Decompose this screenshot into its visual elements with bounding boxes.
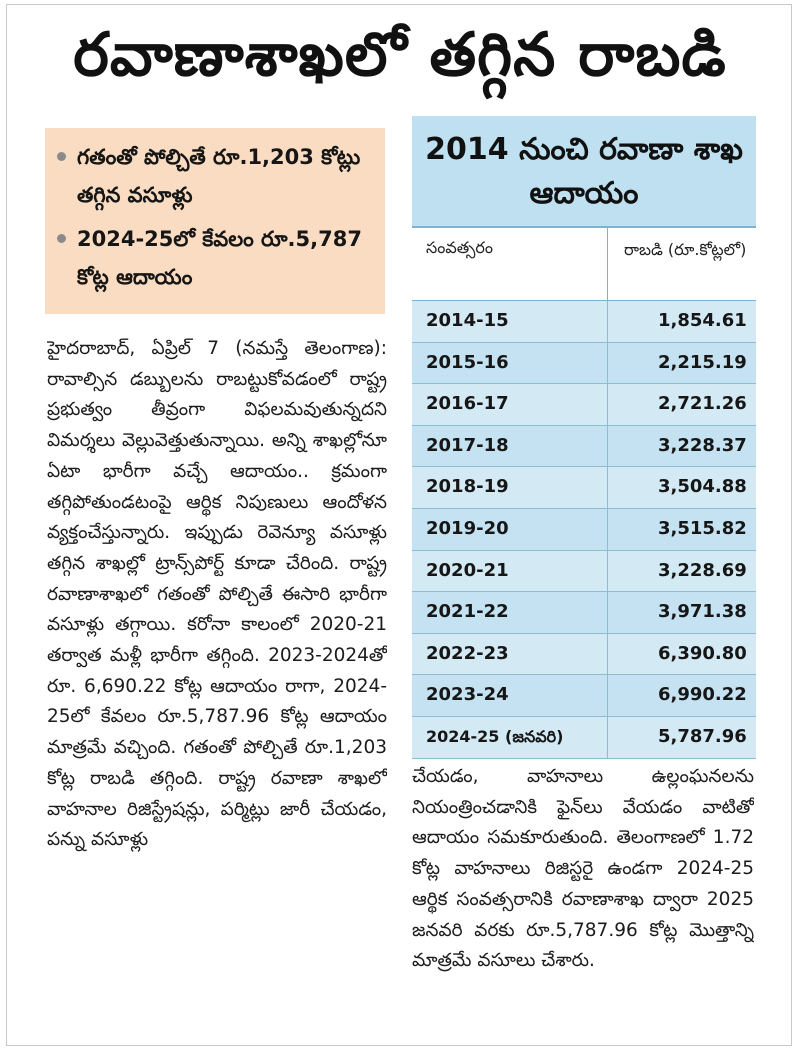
cell-revenue: 2,215.19: [658, 351, 747, 373]
bullet-icon: [57, 234, 66, 243]
table-row: [412, 509, 756, 551]
article-column-right: చేయడం, వాహనాలు ఉల్లంఘనలను నియంత్రించడానికి ఫైన్‌లు వేయడం వాటితో ఆదాయం సమకూరుతుంది. తెలంగాణలో 1.72 కోట్ల వాహనాలు రిజిస్టరై ఉండగా 2024-25 ఆర్థిక సంవత్సరానికి రవాణాశాఖ ద్వారా 2025 జనవరి వరకు రూ.5,787.96 కోట్ల మొత్తాన్ని మాత్రమే వసూలు చేశారు.: [412, 766, 754, 972]
cell-year: 2015-16: [412, 343, 608, 384]
table-header: [412, 228, 756, 301]
highlight-item: [57, 138, 375, 214]
table-row: [412, 301, 756, 343]
cell-revenue: 6,990.22: [658, 684, 747, 706]
table-title: 2014 నుంచి రవాణా శాఖ ఆదాయం: [412, 116, 756, 228]
cell-year: 2021-22: [412, 592, 608, 633]
cell-year: 2024-25 (జనవరి): [412, 717, 608, 758]
table-row: [412, 551, 756, 593]
cell-year: 2022-23: [412, 634, 608, 675]
cell-revenue: 5,787.96: [658, 725, 747, 747]
cell-revenue: 6,390.80: [658, 642, 747, 664]
table-row: [412, 467, 756, 509]
cell-revenue: 3,228.69: [658, 559, 747, 581]
cell-revenue: 1,854.61: [658, 310, 747, 331]
bullet-icon: [57, 152, 66, 161]
table-row: [412, 426, 756, 468]
highlights-box: [45, 128, 385, 314]
revenue-table: [412, 116, 756, 754]
table-row: [412, 592, 756, 634]
article-column-left: హైదరాబాద్, ఏప్రిల్ 7 (నమస్తే తెలంగాణ): రావాల్సిన డబ్బులను రాబట్టుకోవడంలో రాష్ట్ర ప్రభుత్వం తీవ్రంగా విఫలమవుతున్నదని విమర్శలు వెల్లువెత్తుతున్నాయి. అన్ని శాఖల్లోనూ ఏటా భారీగా వచ్చే ఆదాయం.. క్రమంగా తగ్గిపోతుండటంపై ఆర్థిక నిపుణులు ఆందోళన వ్యక్తంచేస్తున్నారు. ఇప్పుడు రెవెన్యూ వసూళ్లు తగ్గిన శాఖల్లో ట్రాన్స్‌పోర్ట్ కూడా చేరింది. రాష్ట్ర రవాణాశాఖలో గతంతో పోల్చితే ఈసారి భారీగా వసూళ్లు తగ్గాయి. కరోనా కాలంలో 2020-21 తర్వాత మళ్లీ భారీగా తగ్గింది. 2023-2024తో రూ. 6,690.22 కోట్ల ఆదాయం రాగా, 2024-25లో కేవలం రూ.5,787.96 కోట్ల ఆదాయం మాత్రమే వచ్చింది. గతంతో పోల్చితే రూ.1,203 కోట్ల రాబడి తగ్గింది. రాష్ట్ర రవాణా శాఖలో వాహనాల రిజిస్ట్రేషన్లు, పర్మిట్లు జారీ చేయడం, పన్ను వసూళ్లు: [47, 338, 387, 851]
cell-revenue: 3,515.82: [658, 517, 747, 539]
cell-year: 2020-21: [412, 551, 608, 592]
headline: రవాణాశాఖలో తగ్గిన రాబడి: [73, 20, 727, 90]
column-header-year: సంవత్సరం: [412, 228, 608, 300]
table-row: [412, 634, 756, 676]
highlight-text: 2024-25లో కేవలం రూ.5,787 కోట్ల ఆదాయం: [77, 227, 362, 289]
column-header-revenue: రాబడి (రూ.కోట్లలో): [624, 240, 747, 259]
cell-year: 2019-20: [412, 509, 608, 550]
table-body: [412, 301, 756, 759]
cell-revenue: 3,971.38: [658, 601, 747, 623]
cell-revenue: 2,721.26: [658, 393, 747, 415]
cell-revenue: 3,228.37: [658, 434, 747, 456]
cell-year: 2016-17: [412, 384, 608, 425]
table-row: [412, 717, 756, 759]
cell-year: 2017-18: [412, 426, 608, 467]
table-row: [412, 675, 756, 717]
highlight-text: గతంతో పోల్చితే రూ.1,203 కోట్లు తగ్గిన వసూళ్లు: [77, 145, 361, 207]
table-row: [412, 343, 756, 385]
cell-year: 2018-19: [412, 467, 608, 508]
highlight-item: [57, 220, 375, 296]
cell-year: 2014-15: [412, 301, 608, 342]
table-row: [412, 384, 756, 426]
cell-revenue: 3,504.88: [658, 476, 747, 498]
cell-year: 2023-24: [412, 675, 608, 716]
